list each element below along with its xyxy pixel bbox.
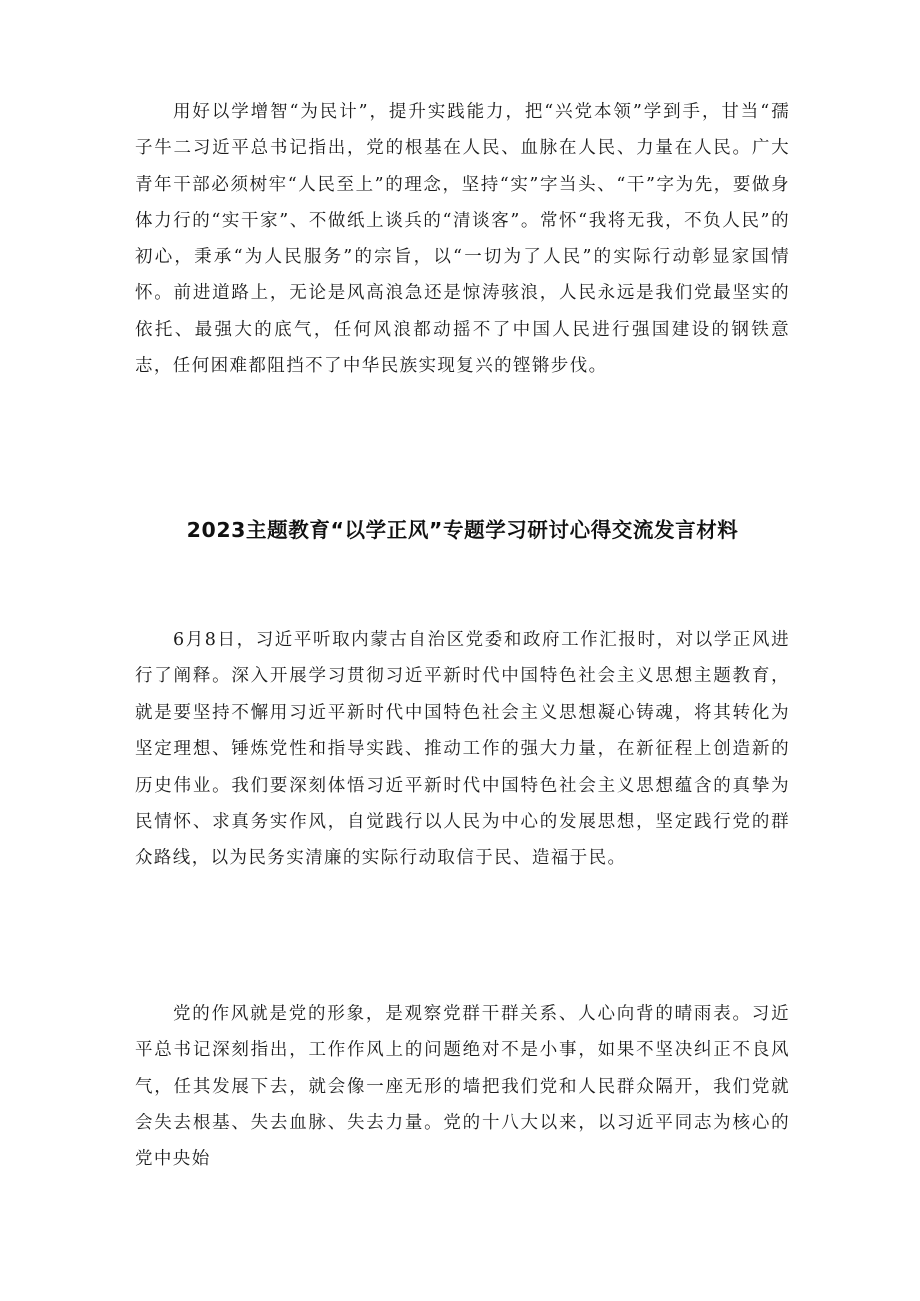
body-paragraph-1: 用好以学增智“为民计”，提升实践能力，把“兴党本领”学到手，甘当“孺子牛二习近平总书记指出，党的根基在人民、血脉在人民、力量在人民。广大青年干部必须树牢“人民至上”的理念，坚持“实”字当头、“干”字为先，要做身体力行的“实干家”、不做纸上谈兵的“清谈客”。常怀“我将无我，不负人民”的初心，秉承“为人民服务”的宗旨，以“一切为了人民”的实际行动彰显家国情怀。前进道路上，无论是风高浪急还是惊涛骇浪，人民永远是我们党最坚实的依托、最强大的底气，任何风浪都动摇不了中国人民进行强国建设的钢铁意志，任何困难都阻挡不了中华民族实现复兴的铿锵步伐。: [135, 102, 790, 377]
body-paragraph-2: 6月8日，习近平听取内蒙古自治区党委和政府工作汇报时，对以学正风进行了阐释。深入开展学习贯彻习近平新时代中国特色社会主义思想主题教育，就是要坚持不懈用习近平新时代中国特色社会主义思想凝心铸魂，将其转化为坚定理想、锤炼党性和指导实践、推动工作的强大力量，在新征程上创造新的历史伟业。我们要深刻体悟习近平新时代中国特色社会主义思想蕴含的真挚为民情怀、求真务实作风，自觉践行以人民为中心的发展思想，坚定践行党的群众路线，以为民务实清廉的实际行动取信于民、造福于民。: [135, 630, 790, 869]
section-heading: 2023主题教育“以学正风”专题学习研讨心得交流发言材料: [186, 518, 739, 542]
body-paragraph-3: 党的作风就是党的形象，是观察党群干群关系、人心向背的晴雨表。习近平总书记深刻指出，工作作风上的问题绝对不是小事，如果不坚决纠正不良风气，任其发展下去，就会像一座无形的墙把我们党和人民群众隔开，我们党就会失去根基、失去血脉、失去力量。党的十八大以来，以习近平同志为核心的党中央始: [135, 1004, 790, 1170]
